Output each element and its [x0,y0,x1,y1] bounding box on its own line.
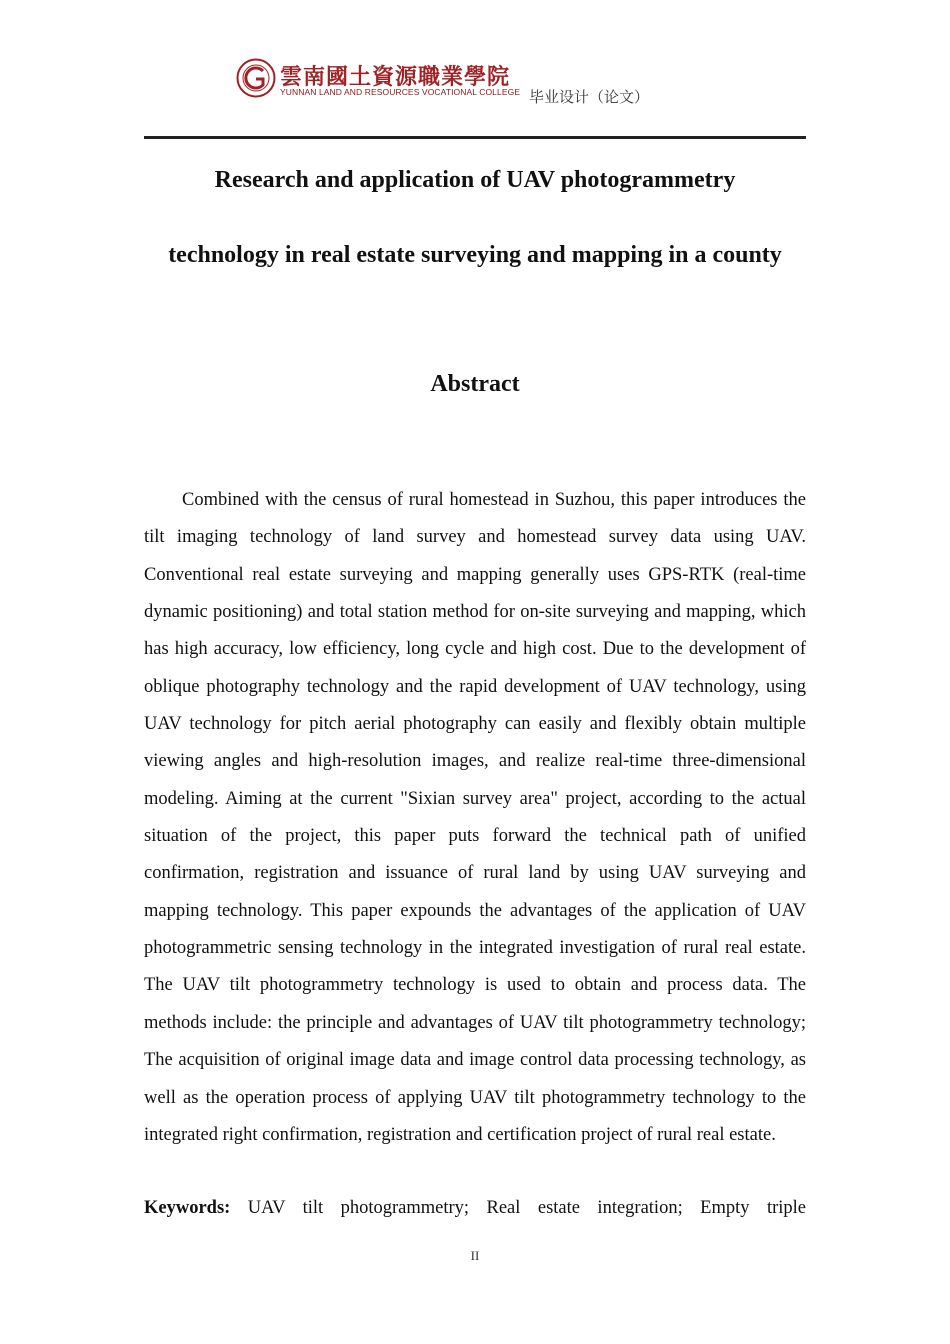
page-header [144,48,806,140]
page-number: II [470,1248,480,1263]
college-name-cn: 雲南國土資源職業學院 [280,64,511,90]
college-name-en: YUNNAN LAND AND RESOURCES VOCATIONAL COLLEGE [280,87,521,97]
thesis-title-line-2: technology in real estate surveying and mapping in a county [168,242,782,268]
document-type-label: 毕业设计（论文） [528,88,649,106]
college-logo [236,54,521,104]
abstract-body: Combined with the census of rural homestead in Suzhou, this paper introduces the tilt imaging technology of land survey and homestead survey data using UAV. Conventional real estate surveying and mapping generally uses GPS-RTK (real-time dynamic positioning) and total station method for on-site surveying and mapping, which has high accuracy, low efficiency, long cycle and high cost. Due to the development of oblique photography technology and the rapid development of UAV technology, using UAV technology for pitch aerial photography can easily and flexibly obtain multiple viewing angles and high-resolution images, and realize real-time three-dimensional modeling. Aiming at the current "Sixian survey area" project, according to the actual situation of the project, this paper puts forward the technical path of unified confirmation, registration and issuance of rural land by using UAV surveying and mapping technology. This paper expounds the advantages of the application of UAV photogrammetric sensing technology in the integrated investigation of rural real estate. The UAV tilt photogrammetry technology is used to obtain and process data. The methods include: the principle and advantages of UAV tilt photogrammetry technology; The acquisition of original image data and image control data processing technology, as well as the operation process of applying UAV tilt photogrammetry technology to the integrated right confirmation, registration and certification project of rural real estate. [144,490,806,1145]
keywords-text: UAV tilt photogrammetry; Real estate integration; Empty triple [247,1198,806,1218]
keywords-label: Keywords: [144,1198,231,1218]
header-divider [144,136,806,139]
abstract-heading: Abstract [430,371,520,397]
thesis-title-line-1: Research and application of UAV photogrammetry [214,167,736,193]
keywords-line [144,1193,806,1223]
college-seal-icon [236,58,276,98]
